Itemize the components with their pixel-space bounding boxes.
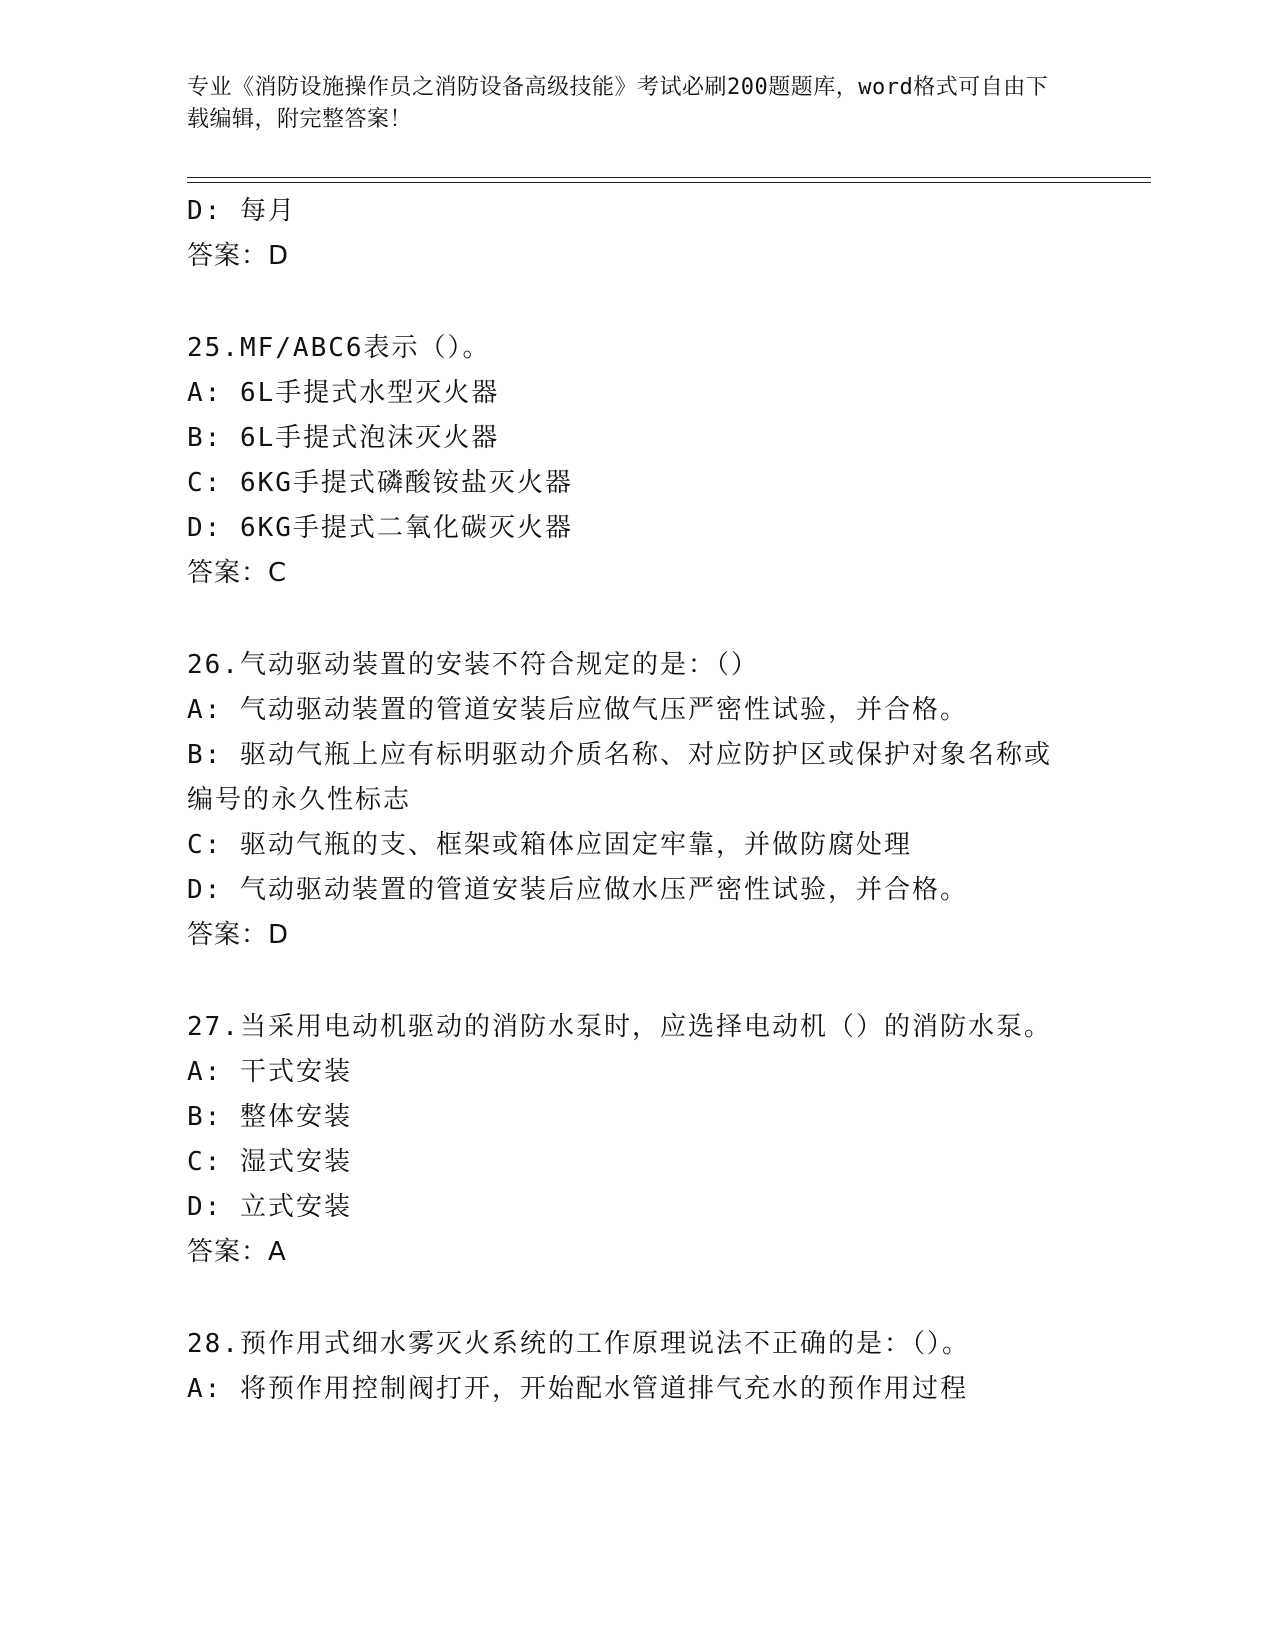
option-text: A: 将预作用控制阀打开，开始配水管道排气充水的预作用过程 (187, 1374, 968, 1404)
option-text: A: 干式安装 (187, 1057, 352, 1087)
paragraph-gap (187, 1275, 1087, 1322)
option-text: A: 气动驱动装置的管道安装后应做气压严密性试验，并合格。 (187, 695, 968, 725)
option-text: B: 整体安装 (187, 1102, 352, 1132)
answer-text: 答案：D (187, 920, 290, 950)
question-text: 28.预作用式细水雾灭火系统的工作原理说法不正确的是：（）。 (187, 1329, 970, 1359)
option-text: D: 立式安装 (187, 1192, 352, 1222)
paragraph-gap (187, 596, 1087, 643)
option-text: D: 气动驱动装置的管道安装后应做水压严密性试验，并合格。 (187, 875, 968, 905)
option-text: B: 6L手提式泡沫灭火器 (187, 423, 500, 453)
answer-text: 答案：D (187, 241, 290, 271)
answer-text: 答案：C (187, 558, 288, 588)
option-text: C: 湿式安装 (187, 1147, 352, 1177)
option-text: B: 驱动气瓶上应有标明驱动介质名称、对应防护区或保护对象名称或 (187, 740, 1052, 770)
option-text: D: 每月 (187, 196, 296, 226)
paragraph-gap (187, 279, 1087, 326)
option-text: 编号的永久性标志 (187, 785, 412, 815)
option-text: A: 6L手提式水型灭火器 (187, 378, 500, 408)
paragraph-gap (187, 958, 1087, 1005)
document-header: 专业《消防设施操作员之消防设备高级技能》考试必刷200题题库，word格式可自由下载编辑，附完整答案！ (187, 75, 1049, 132)
option-text: C: 驱动气瓶的支、框架或箱体应固定牢靠，并做防腐处理 (187, 830, 912, 860)
header-divider-top (187, 177, 1151, 178)
option-text: C: 6KG手提式磷酸铵盐灭火器 (187, 468, 573, 498)
question-text: 25.MF/ABC6表示（）。 (187, 333, 491, 363)
answer-text: 答案：A (187, 1237, 287, 1267)
document-body (187, 189, 1087, 1412)
question-text: 27.当采用电动机驱动的消防水泵时，应选择电动机（）的消防水泵。 (187, 1012, 1052, 1042)
header-divider-bottom (187, 182, 1151, 183)
option-text: D: 6KG手提式二氧化碳灭火器 (187, 513, 573, 543)
question-text: 26.气动驱动装置的安装不符合规定的是：（） (187, 650, 759, 680)
